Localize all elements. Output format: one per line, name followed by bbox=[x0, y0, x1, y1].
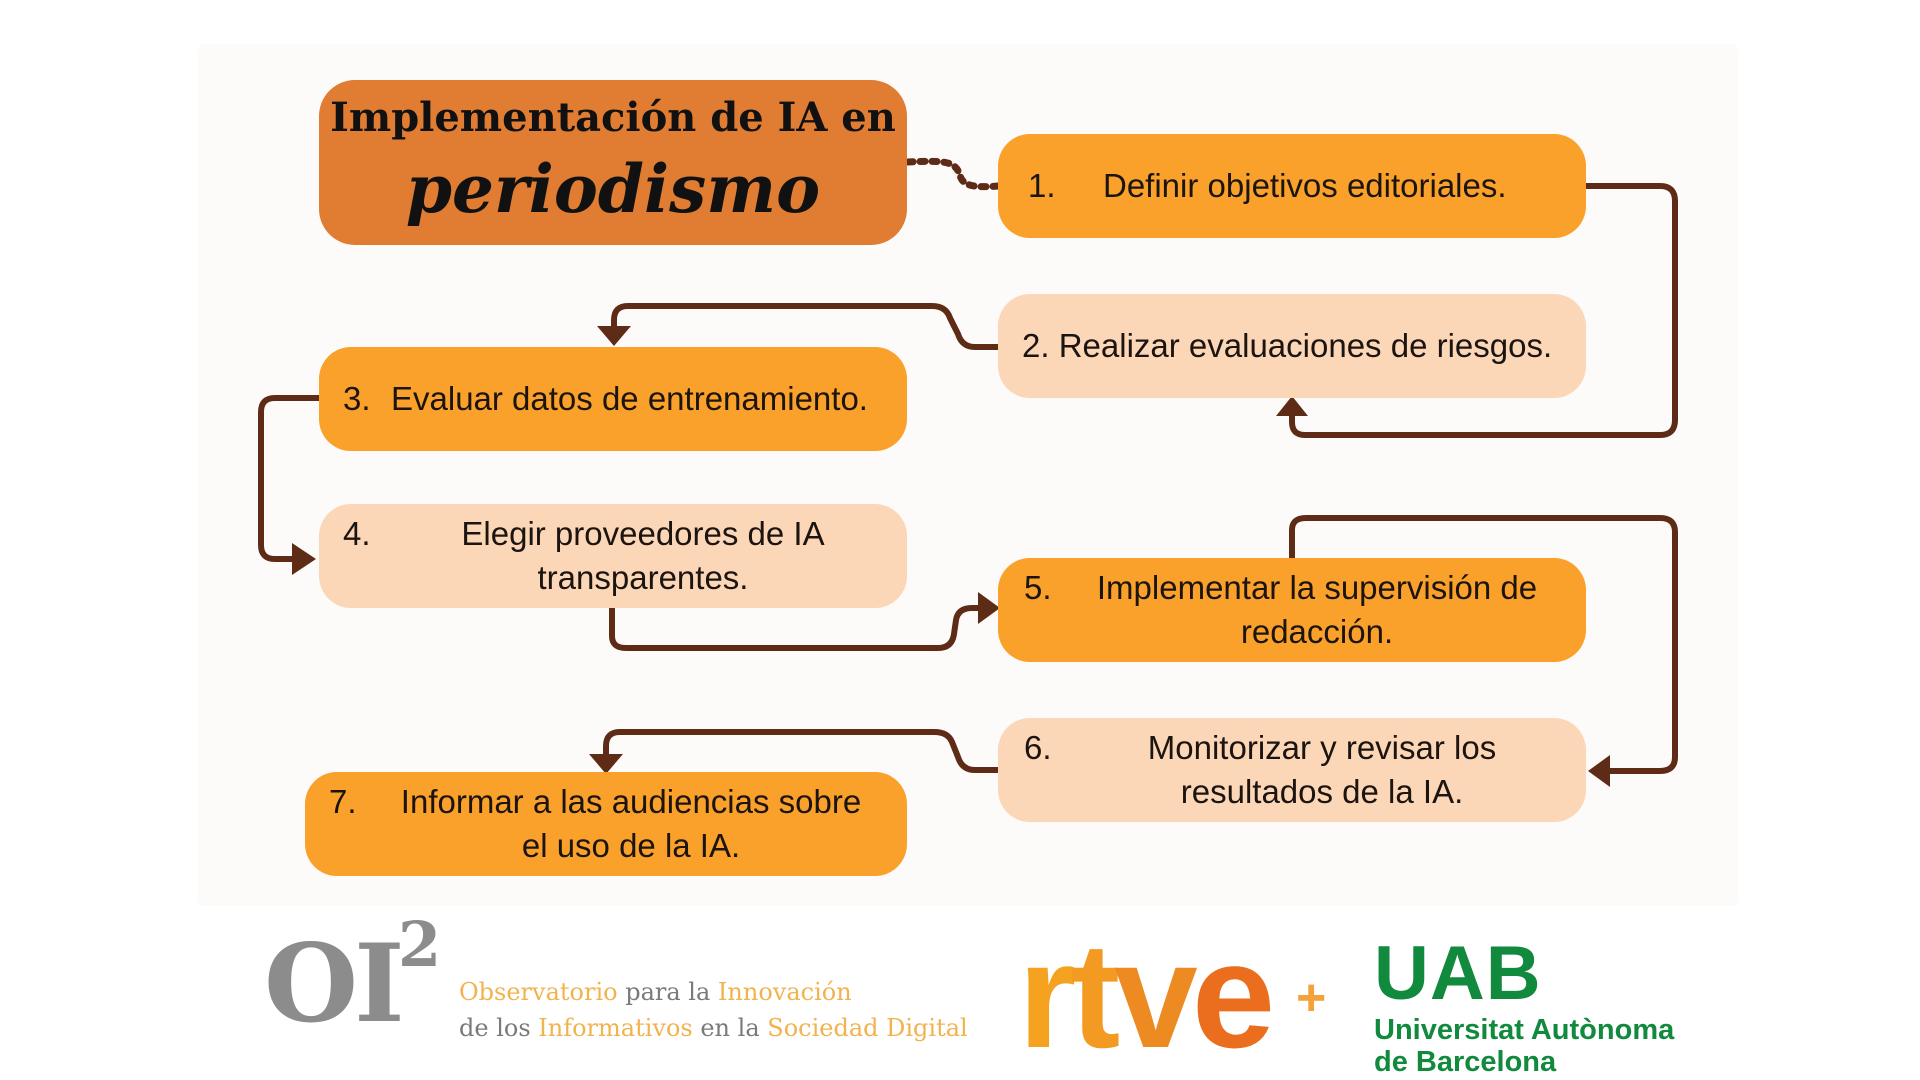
oi2-word-informativos: Informativos bbox=[538, 1014, 693, 1042]
diagram-title bbox=[319, 80, 907, 245]
step-6-text bbox=[1098, 726, 1546, 814]
step-box-6 bbox=[998, 718, 1586, 822]
oi2-word-observatorio: Observatorio bbox=[459, 978, 618, 1006]
oi2-tagline bbox=[459, 974, 968, 1046]
step-7-line1: Informar a las audiencias sobre bbox=[400, 783, 862, 820]
step-2-text bbox=[1022, 324, 1552, 368]
oi2-word-para-la: para la bbox=[617, 978, 718, 1006]
uab-logo bbox=[1374, 931, 1675, 1078]
step-5-text bbox=[1068, 566, 1566, 654]
step-5-line2: redacción. bbox=[1240, 613, 1394, 650]
step-2-label: Realizar evaluaciones de riesgos. bbox=[1058, 327, 1553, 364]
step-4-text bbox=[419, 512, 867, 600]
title-line1: Implementación de IA en bbox=[330, 94, 896, 141]
oi2-mark: OI bbox=[264, 921, 401, 1047]
connector-4-to-5 bbox=[612, 608, 980, 648]
step-7-number: 7. bbox=[329, 783, 357, 820]
step-7-text bbox=[375, 780, 887, 868]
rtve-letter-e: e bbox=[1191, 911, 1270, 1079]
oi2-superscript: 2 bbox=[398, 908, 442, 981]
oi2-word-de-los: de los bbox=[459, 1014, 539, 1042]
connector-2-to-3 bbox=[614, 306, 998, 347]
step-1-text: Definir objetivos editoriales. bbox=[1103, 167, 1507, 204]
connector-title-to-1 bbox=[908, 161, 998, 186]
rtve-logo bbox=[1018, 911, 1270, 1079]
step-box-4 bbox=[319, 504, 907, 608]
step-6-line2: resultados de la IA. bbox=[1180, 773, 1464, 810]
arrowhead-5 bbox=[978, 592, 1000, 624]
step-box-3 bbox=[319, 347, 907, 451]
rtve-letter-r: r bbox=[1018, 911, 1071, 1079]
step-3-number: 3. bbox=[343, 380, 371, 417]
connector-6-to-7 bbox=[606, 732, 998, 770]
oi2-tagline-line1 bbox=[459, 974, 968, 1010]
oi2-tagline-line2 bbox=[459, 1010, 968, 1046]
rtve-letter-v: v bbox=[1114, 911, 1192, 1079]
step-box-5 bbox=[998, 558, 1586, 662]
step-5-line1: Implementar la supervisión de bbox=[1096, 569, 1538, 606]
uab-mark: UAB bbox=[1374, 931, 1542, 1016]
step-6-number: 6. bbox=[1024, 729, 1052, 766]
step-3-text: Evaluar datos de entrenamiento. bbox=[391, 380, 868, 417]
step-box-2 bbox=[998, 294, 1586, 398]
step-7-line2: el uso de la IA. bbox=[521, 827, 741, 864]
oi2-word-innovacion: Innovación bbox=[717, 978, 852, 1006]
step-6-line1: Monitorizar y revisar los bbox=[1147, 729, 1497, 766]
step-5-number: 5. bbox=[1024, 569, 1052, 606]
uab-name-line1: Universitat Autònoma bbox=[1374, 1014, 1675, 1046]
step-1-number: 1. bbox=[1028, 167, 1056, 204]
step-4-line2: transparentes. bbox=[537, 559, 749, 596]
arrowhead-7 bbox=[589, 754, 623, 774]
step-4-line1: Elegir proveedores de IA bbox=[461, 515, 825, 552]
rtve-letter-t: t bbox=[1070, 911, 1115, 1079]
step-2-number: 2. bbox=[1022, 327, 1050, 364]
step-box-7 bbox=[305, 772, 907, 876]
oi2-word-en-la: en la bbox=[692, 1014, 768, 1042]
oi2-word-sociedad-digital: Sociedad Digital bbox=[767, 1014, 968, 1042]
step-4-number: 4. bbox=[343, 515, 371, 552]
connector-3-to-4 bbox=[261, 398, 319, 559]
step-box-1 bbox=[998, 134, 1586, 238]
arrowhead-3 bbox=[597, 326, 631, 346]
arrowhead-6 bbox=[1588, 755, 1610, 787]
plus-sign: + bbox=[1296, 969, 1327, 1027]
uab-name-line2: de Barcelona bbox=[1374, 1046, 1557, 1078]
title-line2: periodismo bbox=[405, 150, 821, 228]
arrowhead-2 bbox=[1276, 396, 1308, 416]
arrowhead-4 bbox=[292, 543, 316, 575]
